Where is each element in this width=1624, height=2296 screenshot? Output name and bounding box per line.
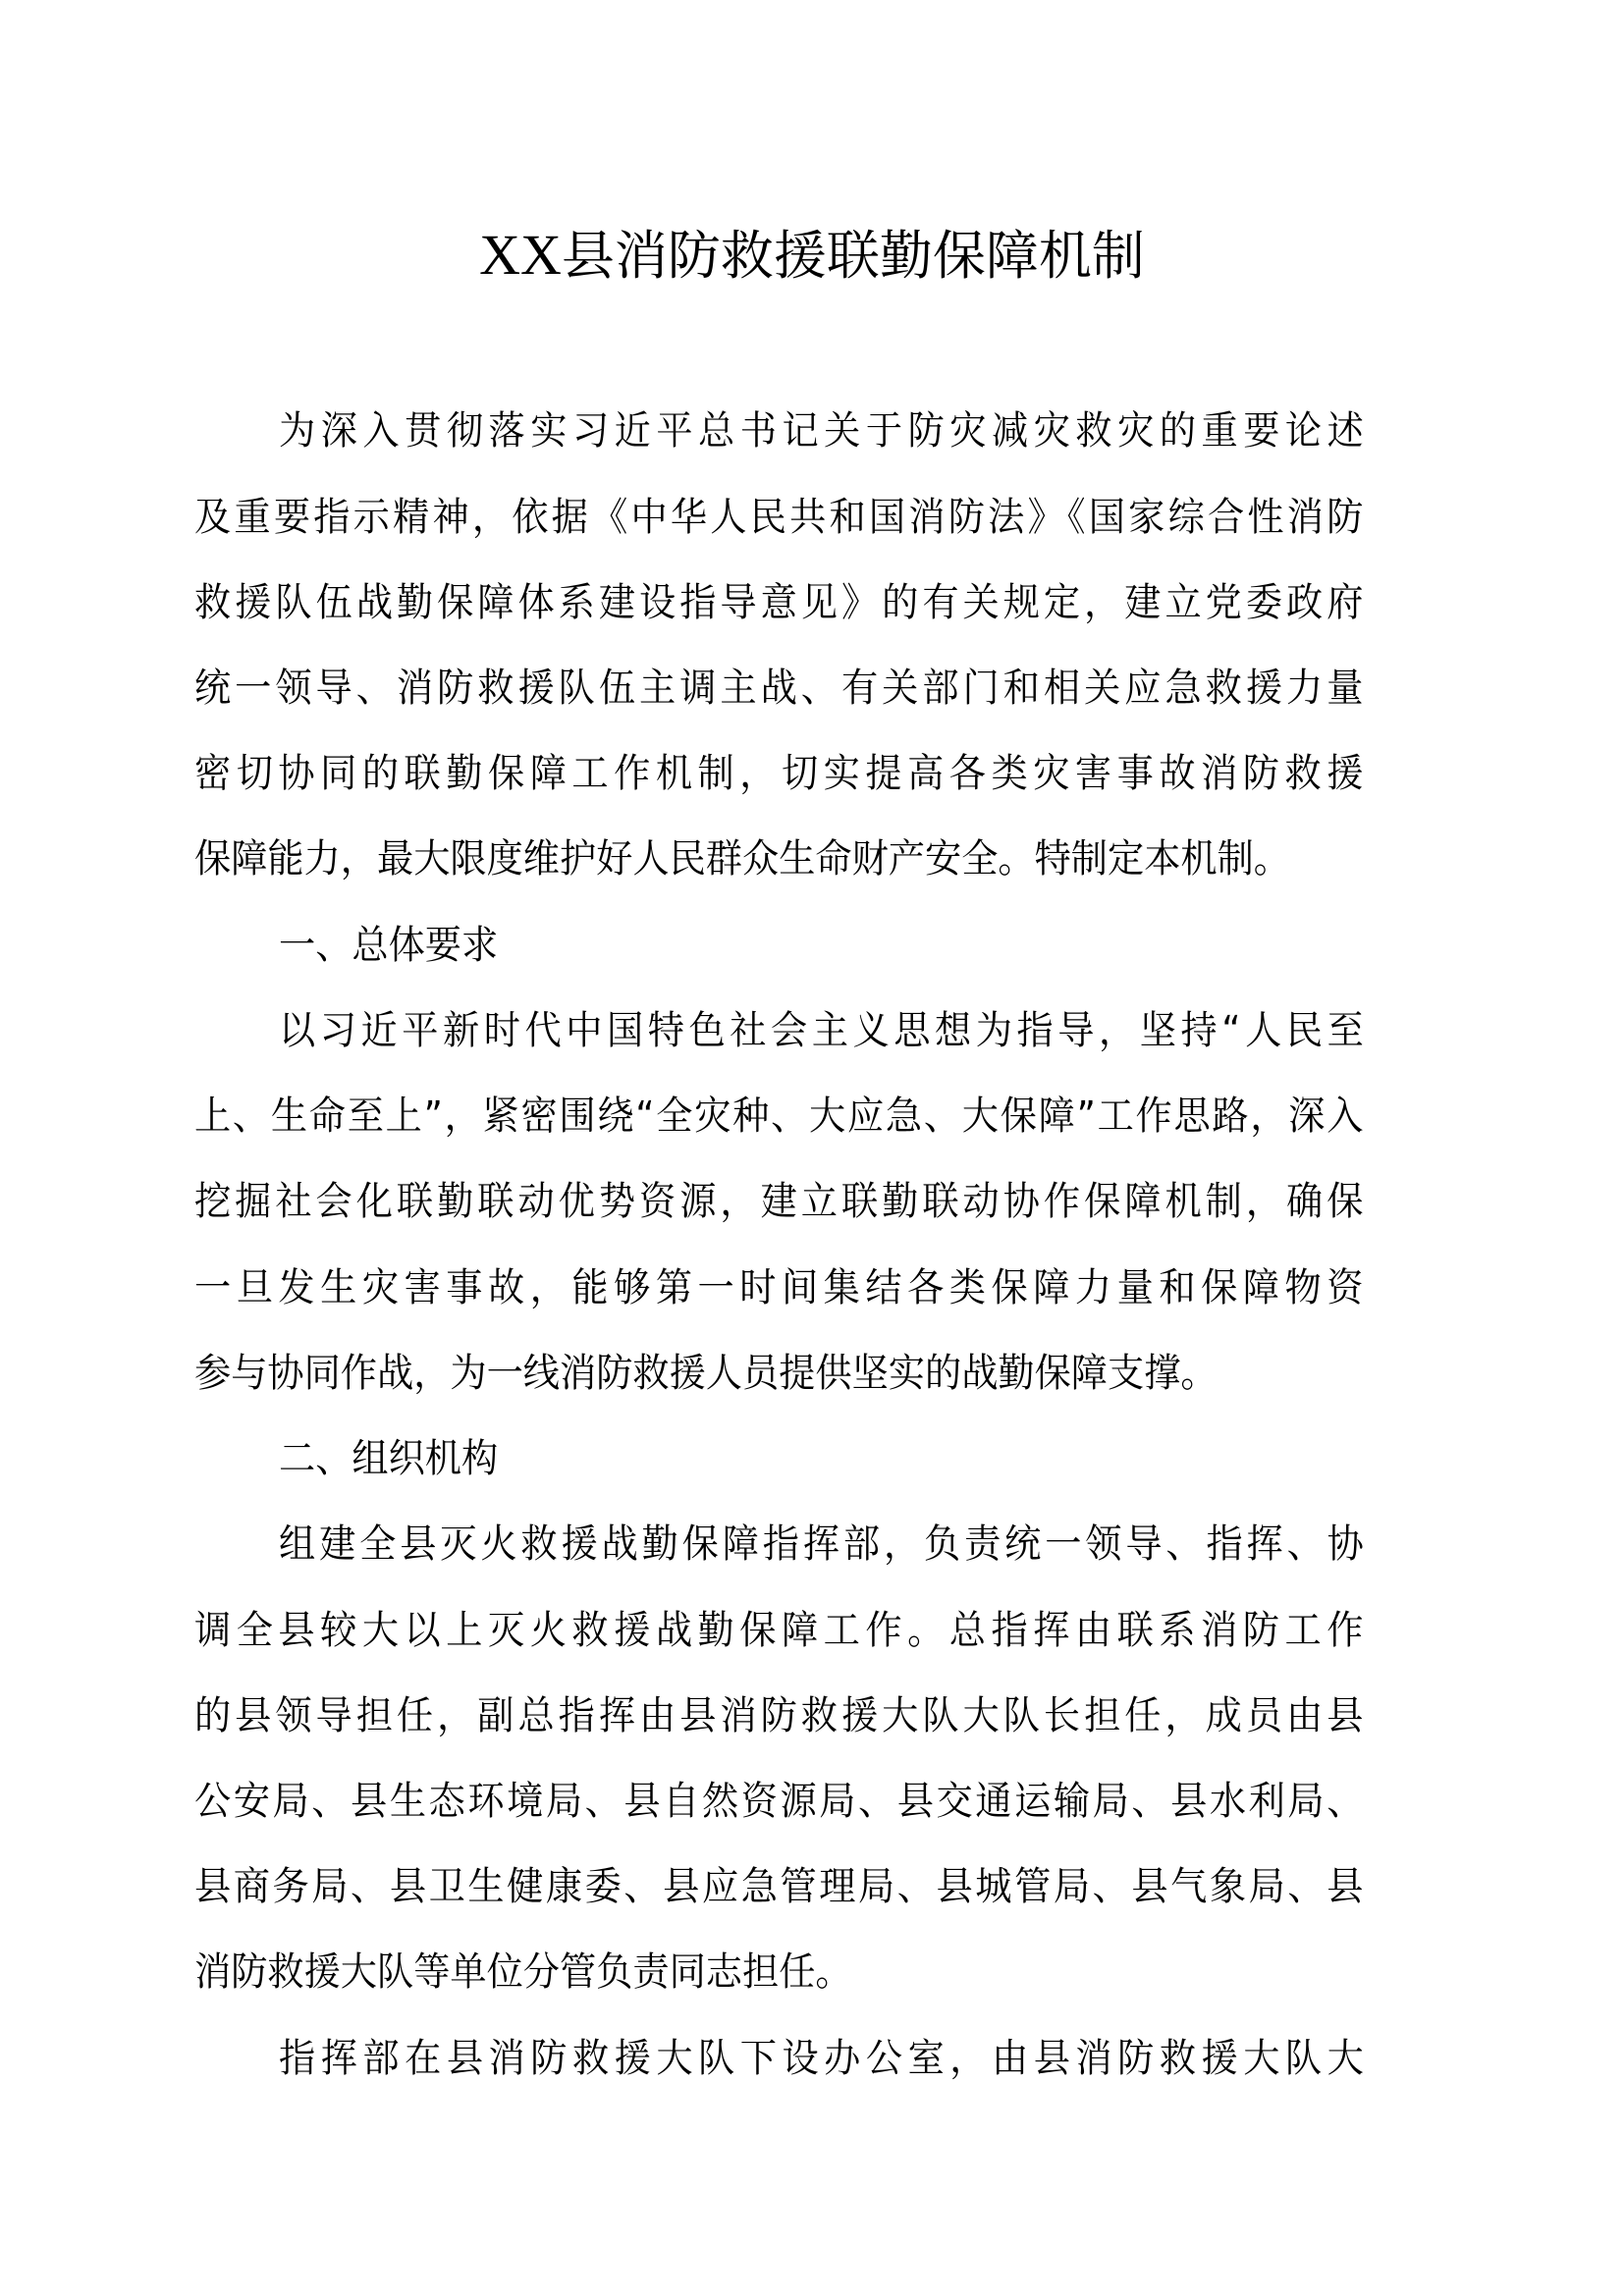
section1-line-1: 以习近平新时代中国特色社会主义思想为指导，坚持“人民至	[279, 1008, 1364, 1053]
document-title	[0, 224, 1624, 288]
section1-line-5: 参与协同作战，为一线消防救援人员提供坚实的战勤保障支撑。	[194, 1351, 1218, 1396]
section1-line-4: 一旦发生灾害事故，能够第一时间集结各类保障力量和保障物资	[194, 1265, 1364, 1310]
section2-line-5: 县商务局、县卫生健康委、县应急管理局、县城管局、县气象局、县	[194, 1864, 1364, 1909]
section-heading-organization: 二、组织机构	[279, 1436, 499, 1481]
title-prefix: XX	[479, 223, 562, 287]
preamble-line-1: 为深入贯彻落实习近平总书记关于防灾减灾救灾的重要论述	[279, 408, 1364, 454]
preamble-line-4: 统一领导、消防救援队伍主调主战、有关部门和相关应急救援力量	[194, 666, 1364, 711]
section1-line-2: 上、生命至上”，紧密围绕“全灾种、大应急、大保障”工作思路，深入	[194, 1094, 1364, 1139]
preamble-line-3: 救援队伍战勤保障体系建设指导意见》的有关规定，建立党委政府	[194, 580, 1364, 625]
section2-paragraph2-line-1: 指挥部在县消防救援大队下设办公室，由县消防救援大队大	[279, 2036, 1364, 2081]
preamble-line-6: 保障能力，最大限度维护好人民群众生命财产安全。特制定本机制。	[194, 836, 1290, 881]
section2-line-2: 调全县较大以上灭火救援战勤保障工作。总指挥由联系消防工作	[194, 1608, 1364, 1653]
preamble-line-5: 密切协同的联勤保障工作机制，切实提高各类灾害事故消防救援	[194, 751, 1364, 796]
section2-line-6: 消防救援大队等单位分管负责同志担任。	[194, 1949, 852, 1995]
preamble-line-2: 及重要指示精神，依据《中华人民共和国消防法》《国家综合性消防	[194, 495, 1364, 540]
section2-line-4: 公安局、县生态环境局、县自然资源局、县交通运输局、县水利局、	[194, 1779, 1364, 1824]
section2-line-1: 组建全县灭火救援战勤保障指挥部，负责统一领导、指挥、协	[279, 1522, 1364, 1567]
section-heading-general-requirements: 一、总体要求	[279, 923, 499, 968]
title-main: 县消防救援联勤保障机制	[561, 225, 1145, 287]
section2-line-3: 的县领导担任，副总指挥由县消防救援大队大队长担任，成员由县	[194, 1693, 1364, 1738]
section1-line-3: 挖掘社会化联勤联动优势资源，建立联勤联动协作保障机制，确保	[194, 1179, 1364, 1224]
